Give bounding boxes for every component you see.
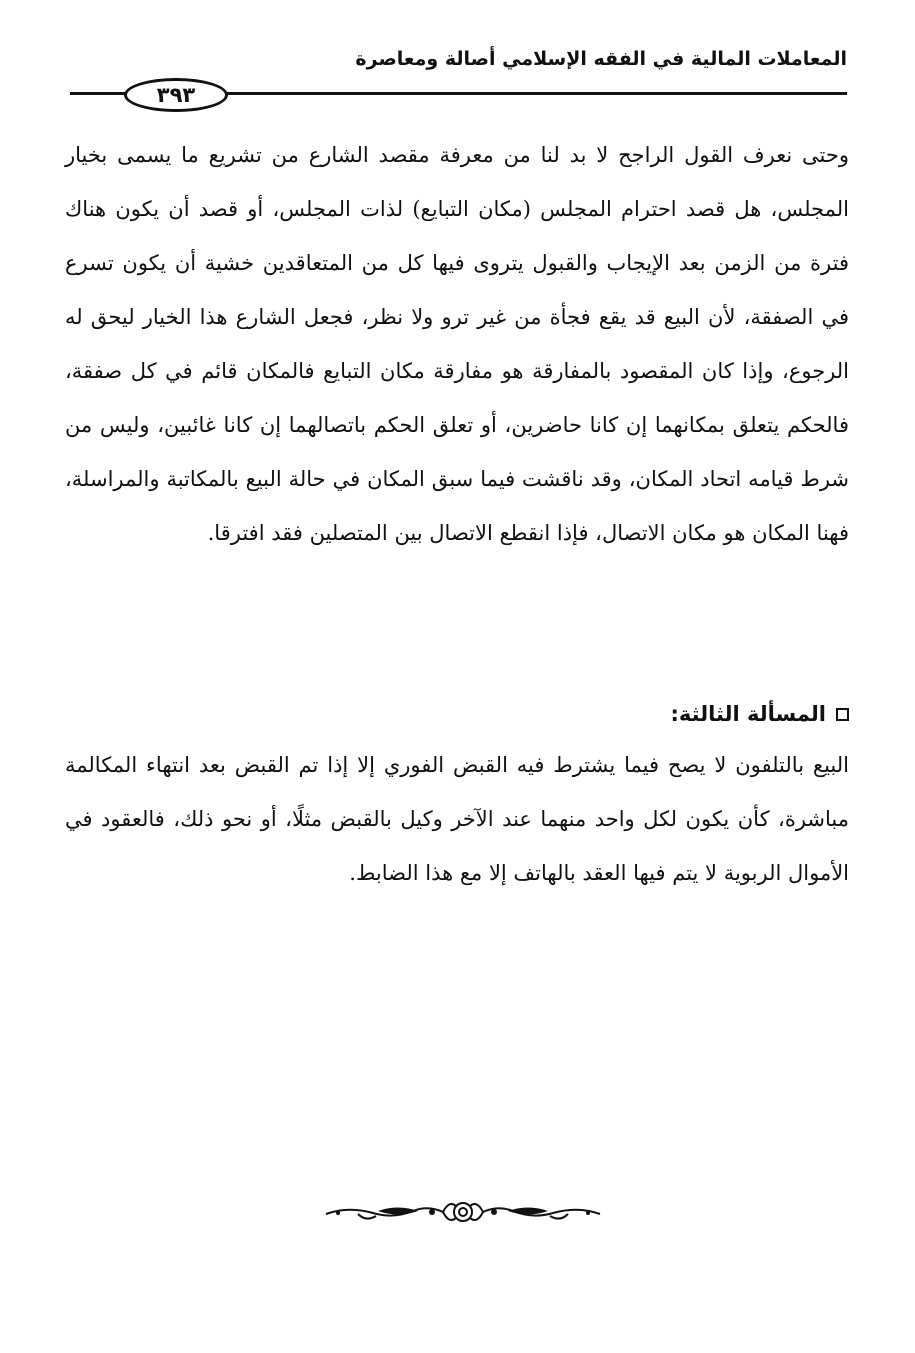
paragraph-1: وحتى نعرف القول الراجح لا بد لنا من معرفة مقصد الشارع من تشريع ما يسمى بخيار المجلس، هل قصد احترام المجلس (مكان التبايع) لذات المجلس، أو قصد أن يكون هناك فترة من الزمن بعد الإيجاب والقبول يتروى فيها كل من المتعاقدين خشية أن يكون تسرع في الصفقة، لأن البيع قد يقع فجأة من غير ترو ولا نظر، فجعل الشارع هذا الخيار ليحق له الرجوع، وإذا كان المقصود بالمفارقة هو مفارقة مكان التبايع فالمكان قائم في كل صفقة، فالحكم يتعلق بمكانهما إن كانا حاضرين، أو تعلق الحكم باتصالهما إن كانا غائبين، وليس من شرط قيامه اتحاد المكان، وقد ناقشت فيما سبق المكان في حالة البيع بالمكاتبة والمراسلة، فهنا المكان هو مكان الاتصال، فإذا انقطع الاتصال بين المتصلين فقد افترقا. (65, 143, 849, 545)
section-heading-label: المسألة الثالثة: (670, 702, 826, 726)
paragraph-2: البيع بالتلفون لا يصح فيما يشترط فيه القبض الفوري إلا إذا تم القبض بعد انتهاء المكالمة مباشرة، كأن يكون لكل واحد منهما عند الآخر وكيل بالقبض مثلًا، أو نحو ذلك، فالعقود في الأموال الربوية لا يتم فيها العقد بالهاتف إلا مع هذا الضابط. (65, 753, 849, 885)
book-title: المعاملات المالية في الفقه الإسلامي أصالة ومعاصرة (355, 48, 847, 70)
decorative-ornament-icon (318, 1192, 608, 1232)
section-heading (671, 694, 849, 734)
square-box-icon (836, 708, 849, 721)
page-number: ٣٩٣ (124, 78, 228, 112)
